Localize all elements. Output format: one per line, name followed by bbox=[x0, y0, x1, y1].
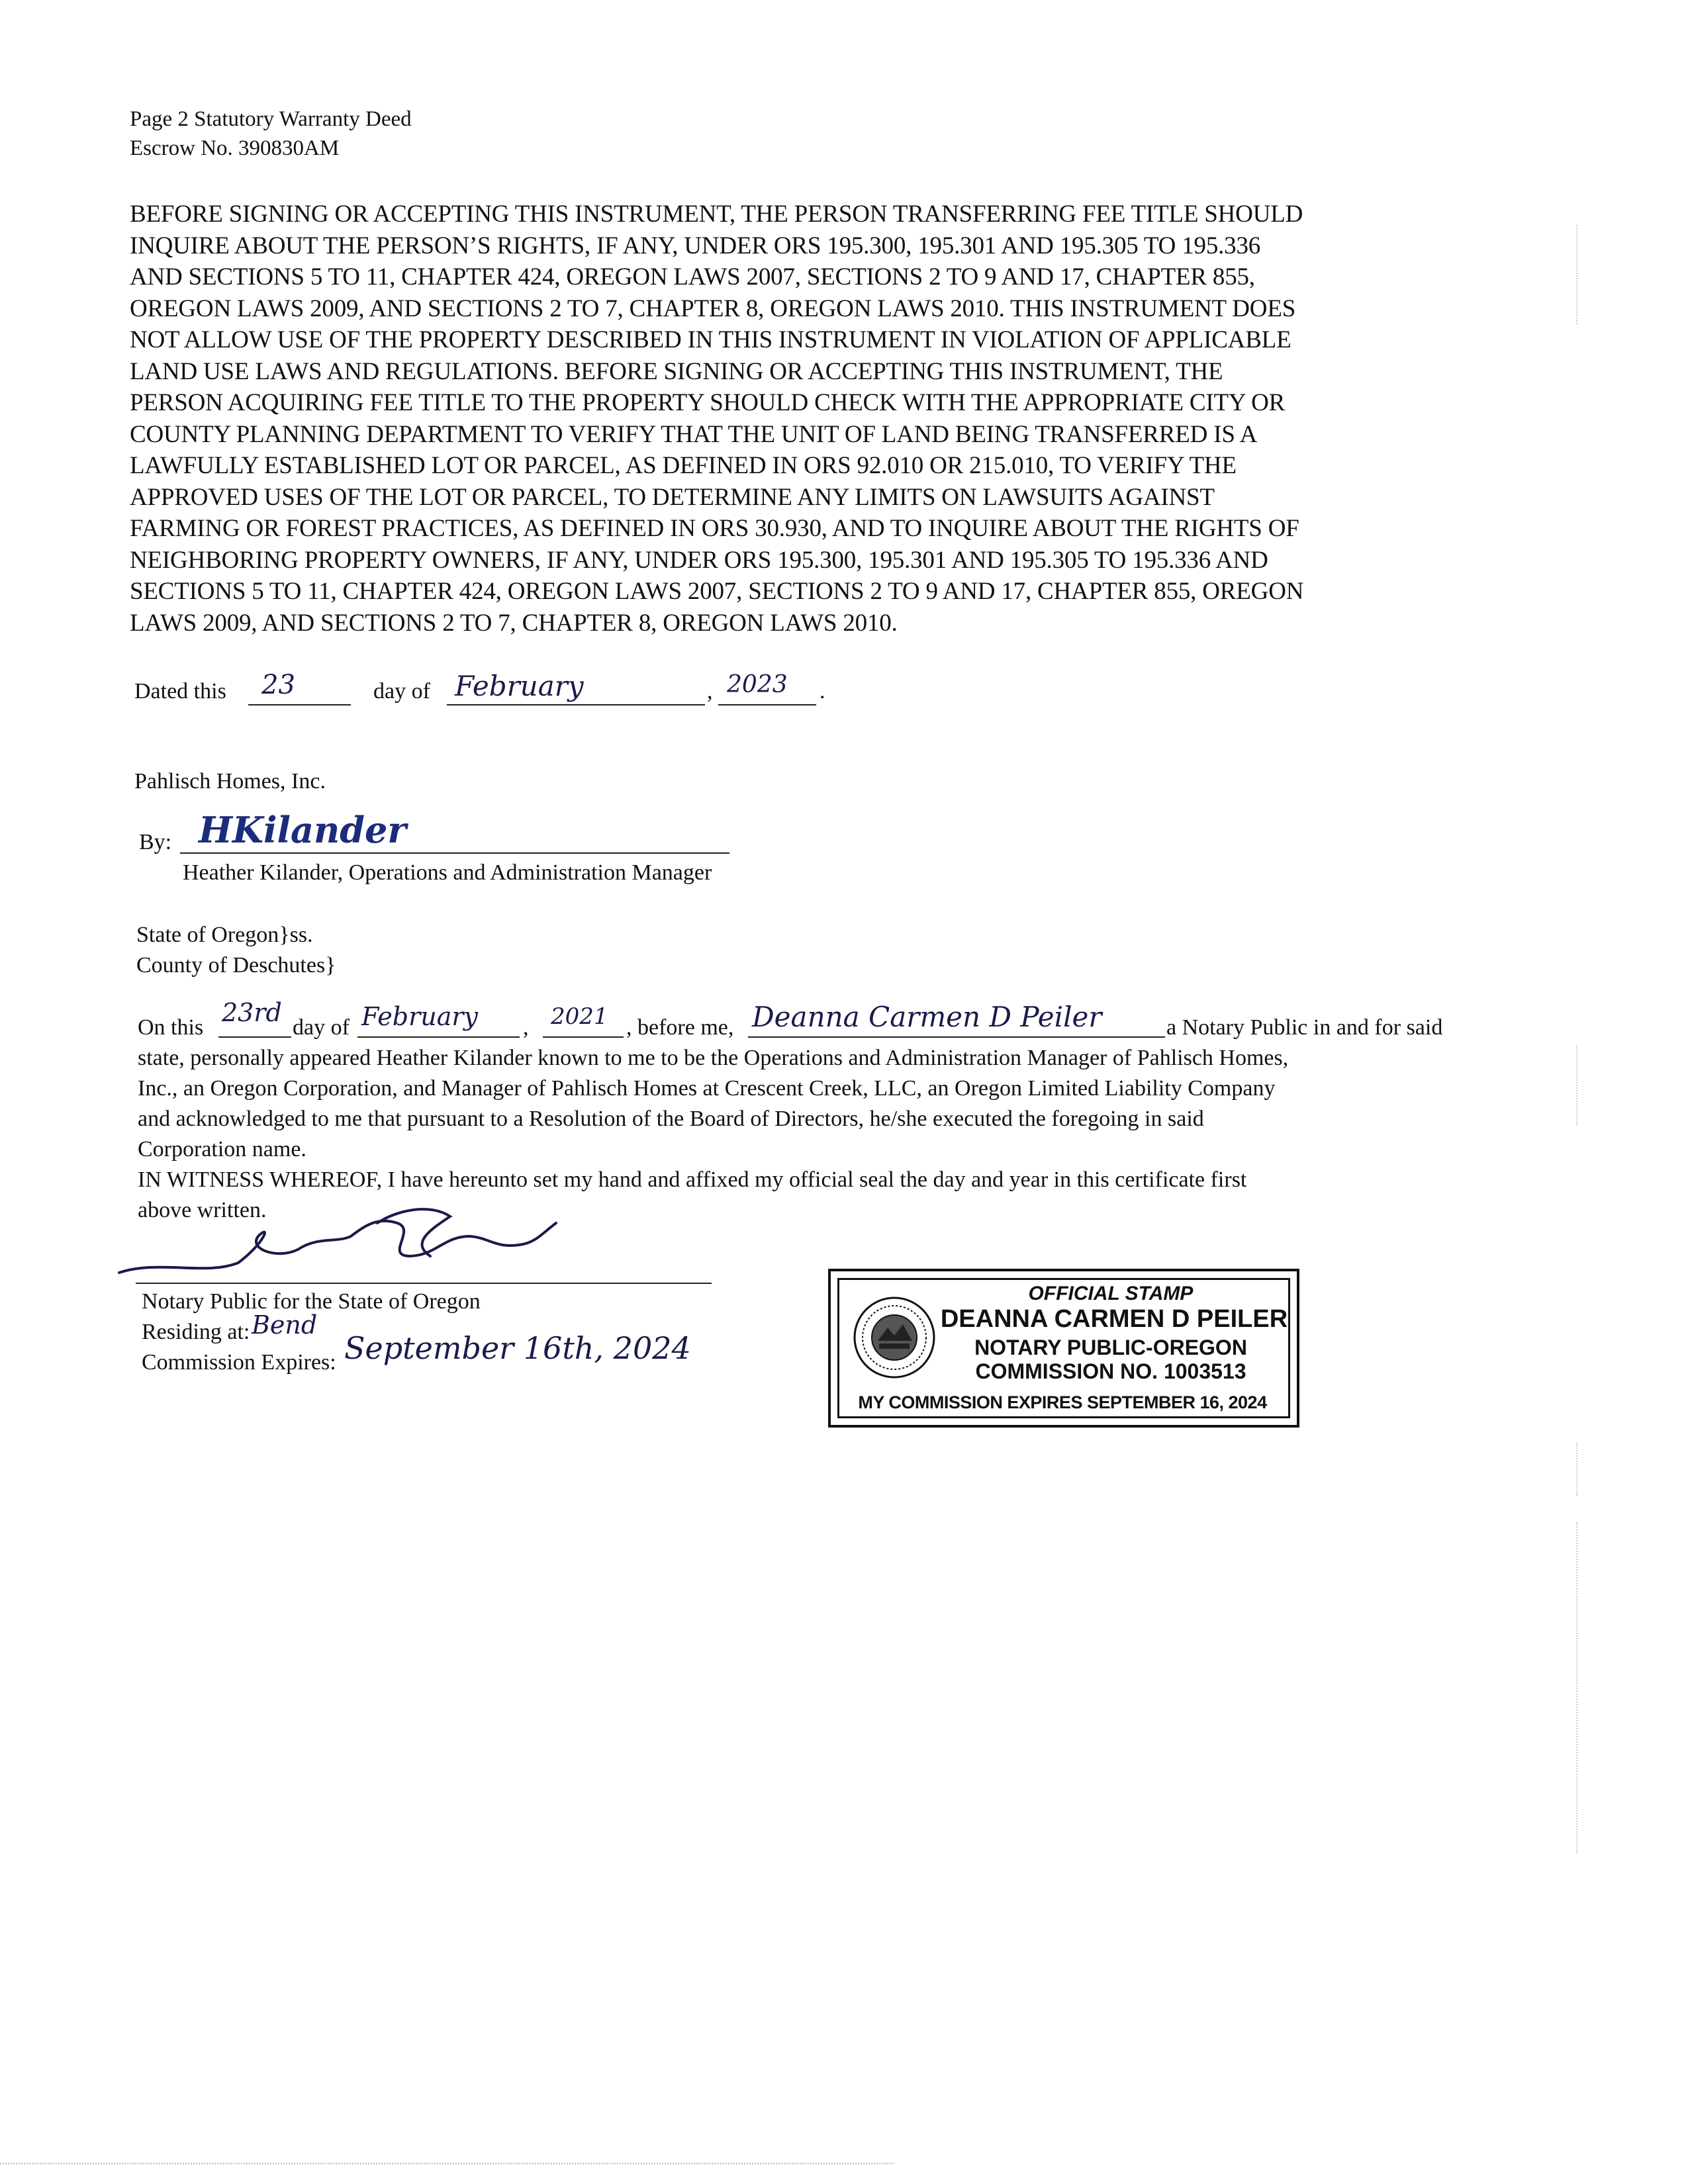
text-line: BEFORE SIGNING OR ACCEPTING THIS INSTRUMENT, THE PERSON TRANSFERRING FEE TITLE SHOULD bbox=[130, 201, 1303, 228]
stamp-line-4: COMMISSION NO. 1003513 bbox=[975, 1359, 1246, 1383]
text-line: AND SECTIONS 5 TO 11, CHAPTER 424, OREGON LAWS 2007, SECTIONS 2 TO 9 AND 17, CHAPTER 855, bbox=[130, 263, 1255, 291]
ack-on-this: On this bbox=[138, 1015, 204, 1040]
text-line: APPROVED USES OF THE LOT OR PARCEL, TO DETERMINE ANY LIMITS ON LAWSUITS AGAINST bbox=[130, 483, 1215, 511]
ack-notary-name: Deanna Carmen D Peiler bbox=[752, 1001, 1102, 1033]
signer-name: Heather Kilander, Operations and Administration Manager bbox=[183, 860, 712, 885]
venue-county: County of Deschutes} bbox=[136, 953, 336, 978]
dated-year: 2023 bbox=[727, 671, 788, 698]
stamp-line-2: DEANNA CARMEN D PEILER bbox=[940, 1305, 1288, 1333]
text-line: Corporation name. bbox=[138, 1137, 306, 1161]
text-line: LAWS 2009, AND SECTIONS 2 TO 7, CHAPTER 8, OREGON LAWS 2010. bbox=[130, 609, 898, 637]
text-line: LAND USE LAWS AND REGULATIONS. BEFORE SIGNING OR ACCEPTING THIS INSTRUMENT, THE bbox=[130, 357, 1223, 385]
text-line: and acknowledged to me that pursuant to a Resolution of the Board of Directors, he/she executed the foregoing in said bbox=[138, 1107, 1204, 1131]
ack-month: February bbox=[361, 1002, 479, 1031]
commission-label: Commission Expires: bbox=[142, 1350, 336, 1375]
text-line: NOT ALLOW USE OF THE PROPERTY DESCRIBED IN THIS INSTRUMENT IN VIOLATION OF APPLICABLE bbox=[130, 326, 1291, 353]
text-line: Inc., an Oregon Corporation, and Manager of Pahlisch Homes at Crescent Creek, LLC, an Oregon Limited Liability Company bbox=[138, 1076, 1276, 1101]
ack-before-me: , before me, bbox=[626, 1015, 734, 1040]
grantor-signature: HKilander bbox=[199, 809, 406, 851]
dated-month: February bbox=[455, 670, 584, 702]
text-line: above written. bbox=[138, 1198, 267, 1222]
ack-a-notary: a Notary Public in and for said bbox=[1166, 1015, 1443, 1040]
venue-state: State of Oregon}ss. bbox=[136, 923, 313, 947]
ack-day: 23rd bbox=[222, 998, 282, 1027]
by-label: By: bbox=[139, 830, 172, 854]
text-line: state, personally appeared Heather Kilander known to me to be the Operations and Administration Manager of Pahlisch Homes, bbox=[138, 1046, 1289, 1070]
ack-day-of: day of bbox=[293, 1015, 350, 1040]
text-line: OREGON LAWS 2009, AND SECTIONS 2 TO 7, CHAPTER 8, OREGON LAWS 2010. THIS INSTRUMENT DOES bbox=[130, 295, 1296, 322]
ack-year: 2021 bbox=[551, 1003, 608, 1030]
state-seal-icon bbox=[851, 1295, 937, 1381]
stamp-line-5: MY COMMISSION EXPIRES SEPTEMBER 16, 2024 bbox=[858, 1392, 1267, 1412]
stamp-line-3: NOTARY PUBLIC-OREGON bbox=[974, 1336, 1247, 1359]
notary-title: Notary Public for the State of Oregon bbox=[142, 1289, 481, 1314]
text-line: SECTIONS 5 TO 11, CHAPTER 424, OREGON LAWS 2007, SECTIONS 2 TO 9 AND 17, CHAPTER 855, OREGON bbox=[130, 578, 1304, 605]
escrow-number: Escrow No. 390830AM bbox=[130, 136, 340, 160]
company-name: Pahlisch Homes, Inc. bbox=[134, 769, 326, 794]
text-line: PERSON ACQUIRING FEE TITLE TO THE PROPERTY SHOULD CHECK WITH THE APPROPRIATE CITY OR bbox=[130, 389, 1286, 416]
dated-end: . bbox=[820, 679, 825, 704]
text-line: COUNTY PLANNING DEPARTMENT TO VERIFY THAT THE UNIT OF LAND BEING TRANSFERRED IS A bbox=[130, 420, 1258, 448]
official-stamp bbox=[828, 1269, 1299, 1428]
text-line: FARMING OR FOREST PRACTICES, AS DEFINED IN ORS 30.930, AND TO INQUIRE ABOUT THE RIGHTS OF bbox=[130, 515, 1299, 542]
residing-label: Residing at: bbox=[142, 1320, 250, 1344]
text-line: IN WITNESS WHEREOF, I have hereunto set my hand and affixed my official seal the day and year in this certificate first bbox=[138, 1167, 1247, 1192]
text-line: LAWFULLY ESTABLISHED LOT OR PARCEL, AS DEFINED IN ORS 92.010 OR 215.010, TO VERIFY THE bbox=[130, 452, 1237, 479]
text-line: INQUIRE ABOUT THE PERSON’S RIGHTS, IF ANY, UNDER ORS 195.300, 195.301 AND 195.305 TO 195.336 bbox=[130, 232, 1261, 259]
dated-prefix: Dated this bbox=[134, 679, 226, 704]
dated-mid: day of bbox=[373, 679, 430, 704]
text-line: NEIGHBORING PROPERTY OWNERS, IF ANY, UNDER ORS 195.300, 195.301 AND 195.305 TO 195.336 AND bbox=[130, 546, 1268, 574]
ack-comma: , bbox=[523, 1015, 529, 1040]
dated-day: 23 bbox=[261, 670, 295, 700]
dated-sep: , bbox=[707, 679, 713, 704]
stamp-line-1: OFFICIAL STAMP bbox=[1028, 1283, 1194, 1304]
commission-value: September 16th, 2024 bbox=[344, 1330, 691, 1366]
page-header: Page 2 Statutory Warranty Deed bbox=[130, 107, 412, 131]
residing-value: Bend bbox=[252, 1310, 318, 1340]
